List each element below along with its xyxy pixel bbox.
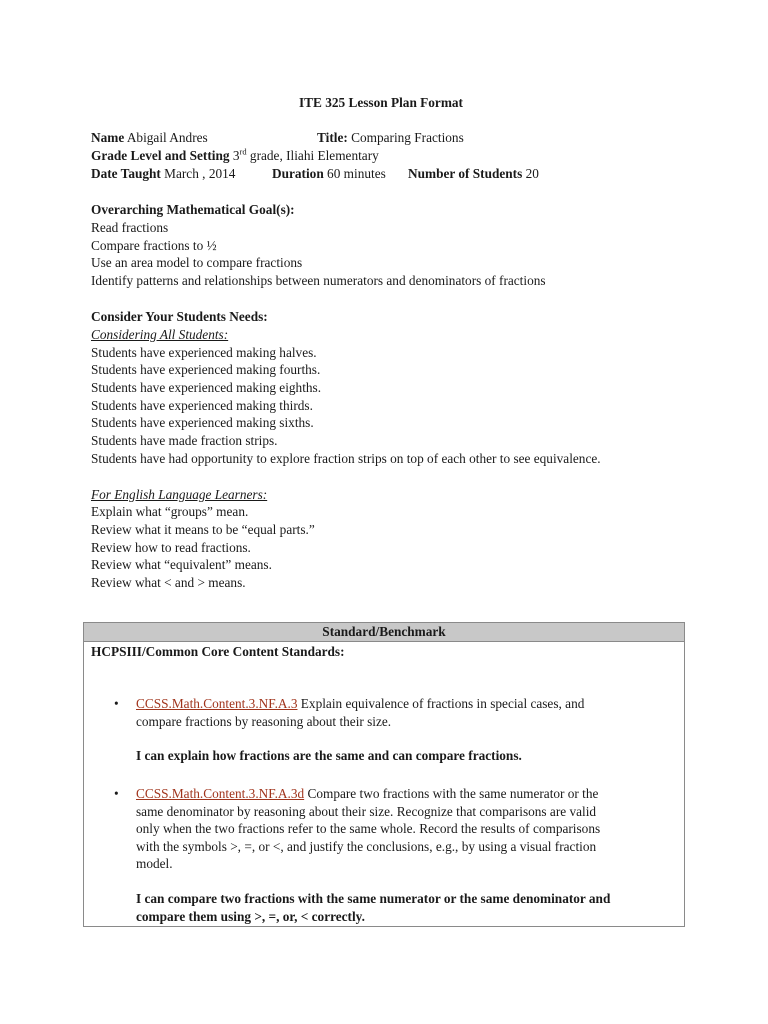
standard-text: Explain equivalence of fractions in special cases, and <box>297 696 585 711</box>
grade-row <box>91 147 379 165</box>
name-label: Name <box>91 130 125 145</box>
goals-heading: Overarching Mathematical Goal(s): <box>91 202 295 217</box>
all-students-item: Students have experienced making sixths. <box>91 415 314 430</box>
bullet-icon: • <box>114 786 119 801</box>
students-row <box>408 165 539 183</box>
goal-item: Compare fractions to ½ <box>91 238 217 253</box>
all-students-item: Students have had opportunity to explore fraction strips on top of each other to see equivalence. <box>91 451 601 466</box>
name-row <box>91 129 208 147</box>
standard-text: with the symbols >, =, or <, and justify the conclusions, e.g., by using a visual fraction <box>136 838 597 854</box>
grade-value: grade, Iliahi Elementary <box>246 148 379 163</box>
ell-item: Review what < and > means. <box>91 575 246 590</box>
all-students-item: Students have experienced making thirds. <box>91 398 313 413</box>
duration-value: 60 minutes <box>323 166 386 181</box>
grade-label: Grade Level and Setting <box>91 148 230 163</box>
i-can-statement: I can compare two fractions with the same numerator or the same denominator and compare them using >, =, or, < correctly. <box>136 890 611 924</box>
students-value: 20 <box>522 166 539 181</box>
standard-item <box>114 785 676 925</box>
standard-text: only when the two fractions refer to the same whole. Record the results of comparisons <box>136 821 601 837</box>
standard-text: compare fractions by reasoning about their size. <box>136 713 392 729</box>
date-value: March , 2014 <box>160 166 236 181</box>
all-students-item: Students have made fraction strips. <box>91 433 278 448</box>
standards-table <box>83 622 685 927</box>
standard-text: Compare two fractions with the same numerator or the <box>304 786 599 801</box>
grade-number: 3 <box>229 148 240 163</box>
goal-item: Use an area model to compare fractions <box>91 255 303 270</box>
goal-item: Read fractions <box>91 220 169 235</box>
all-students-item: Students have experienced making eighths. <box>91 380 322 395</box>
all-students-item: Students have experienced making fourths. <box>91 362 321 377</box>
grade-superscript: rd <box>239 146 247 157</box>
table-subheader: HCPSIII/Common Core Content Standards: <box>91 644 345 659</box>
students-label: Number of Students <box>408 166 523 181</box>
date-row <box>91 165 235 183</box>
ell-item: Review how to read fractions. <box>91 540 251 555</box>
duration-label: Duration <box>272 166 324 181</box>
all-students-heading: Considering All Students: <box>91 327 229 342</box>
ell-item: Review what “equivalent” means. <box>91 557 272 572</box>
duration-row <box>272 165 386 183</box>
needs-heading: Consider Your Students Needs: <box>91 309 268 324</box>
standard-link[interactable]: CCSS.Math.Content.3.NF.A.3 <box>136 696 298 711</box>
standard-text: same denominator by reasoning about their size. Recognize that comparisons are valid <box>136 803 597 819</box>
all-students-item: Students have experienced making halves. <box>91 345 317 360</box>
title-value: Comparing Fractions <box>347 130 464 145</box>
ell-item: Review what it means to be “equal parts.” <box>91 522 315 537</box>
i-can-statement: I can explain how fractions are the same and can compare fractions. <box>136 748 522 764</box>
standard-item <box>114 695 676 765</box>
ell-heading: For English Language Learners: <box>91 487 268 502</box>
date-label: Date Taught <box>91 166 161 181</box>
name-value: Abigail Andres <box>124 130 208 145</box>
standard-text: model. <box>136 856 173 872</box>
table-header: Standard/Benchmark <box>84 623 684 642</box>
ell-item: Explain what “groups” mean. <box>91 504 249 519</box>
title-row <box>317 129 464 147</box>
goal-item: Identify patterns and relationships between numerators and denominators of fractions <box>91 273 546 288</box>
title-label: Title: <box>317 130 348 145</box>
standard-link[interactable]: CCSS.Math.Content.3.NF.A.3d <box>136 786 305 801</box>
document-title: ITE 325 Lesson Plan Format <box>298 95 463 110</box>
bullet-icon: • <box>114 696 119 711</box>
